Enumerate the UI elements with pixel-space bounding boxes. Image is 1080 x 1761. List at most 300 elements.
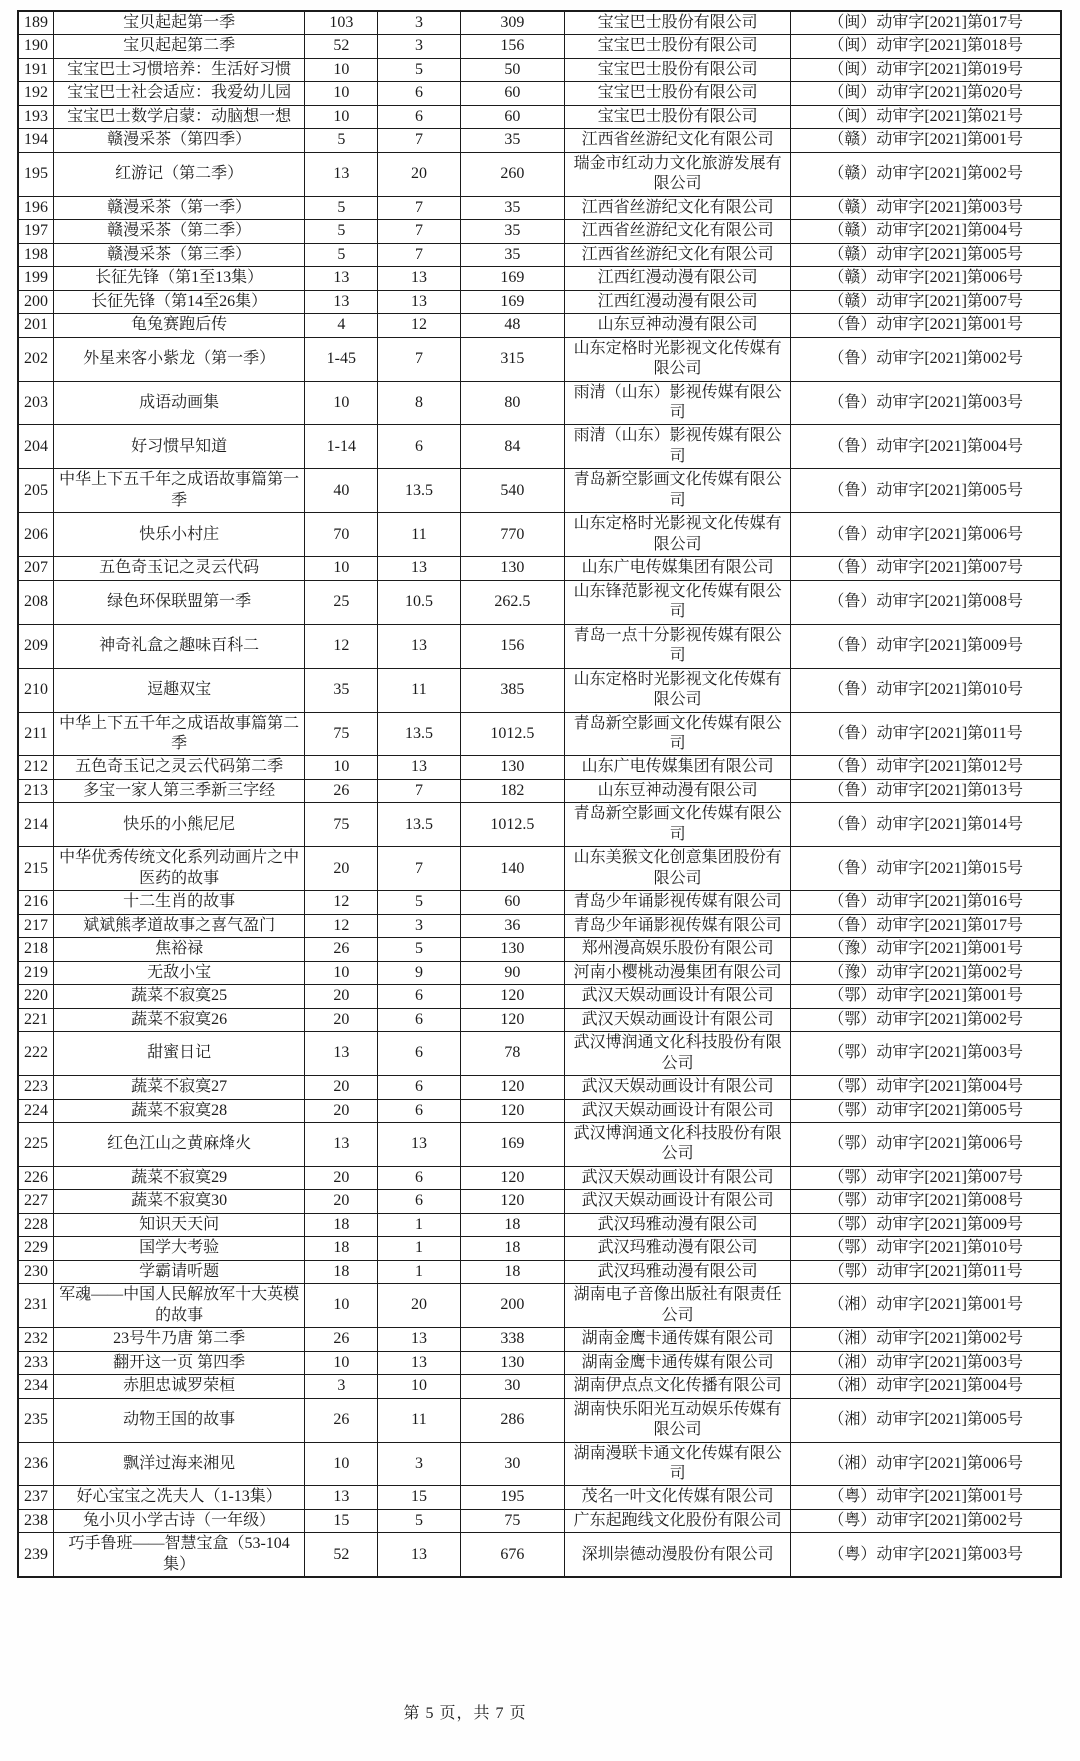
cell-producer: 郑州漫高娱乐股份有限公司 — [565, 938, 791, 961]
cell-episodes: 10 — [305, 756, 378, 779]
cell-producer: 青岛新空影画文化传媒有限公司 — [565, 469, 791, 513]
cell-title: 翻开这一页 第四季 — [53, 1351, 304, 1374]
cell-license-number: （鄂）动审字[2021]第007号 — [791, 1166, 1061, 1189]
cell-producer: 湖南金鹰卡通传媒有限公司 — [565, 1328, 791, 1351]
cell-serial: 230 — [18, 1260, 53, 1283]
cell-license-number: （湘）动审字[2021]第002号 — [791, 1328, 1061, 1351]
table-row — [18, 1099, 1061, 1122]
cell-license-number: （鲁）动审字[2021]第003号 — [791, 381, 1061, 425]
table-row — [18, 1237, 1061, 1260]
cell-producer: 武汉天娱动画设计有限公司 — [565, 1076, 791, 1099]
cell-total-minutes: 35 — [460, 129, 564, 152]
cell-serial: 193 — [18, 105, 53, 128]
cell-episodes: 1-45 — [305, 337, 378, 381]
cell-serial: 210 — [18, 668, 53, 712]
cell-license-number: （鲁）动审字[2021]第012号 — [791, 756, 1061, 779]
table-row — [18, 152, 1061, 196]
cell-serial: 226 — [18, 1166, 53, 1189]
cell-episodes: 20 — [305, 985, 378, 1008]
cell-license-number: （鲁）动审字[2021]第014号 — [791, 803, 1061, 847]
cell-episodes: 35 — [305, 668, 378, 712]
cell-total-minutes: 120 — [460, 1190, 564, 1213]
cell-total-minutes: 1012.5 — [460, 712, 564, 756]
cell-title: 蔬菜不寂寞28 — [53, 1099, 304, 1122]
cell-serial: 234 — [18, 1375, 53, 1398]
cell-minutes-per-episode: 11 — [378, 513, 460, 557]
cell-total-minutes: 80 — [460, 381, 564, 425]
cell-minutes-per-episode: 12 — [378, 314, 460, 337]
cell-license-number: （鲁）动审字[2021]第004号 — [791, 425, 1061, 469]
cell-total-minutes: 169 — [460, 267, 564, 290]
cell-episodes: 40 — [305, 469, 378, 513]
cell-serial: 194 — [18, 129, 53, 152]
cell-minutes-per-episode: 20 — [378, 1284, 460, 1328]
cell-serial: 225 — [18, 1122, 53, 1166]
cell-episodes: 13 — [305, 290, 378, 313]
cell-episodes: 15 — [305, 1509, 378, 1532]
cell-minutes-per-episode: 15 — [378, 1486, 460, 1509]
cell-total-minutes: 130 — [460, 756, 564, 779]
cell-serial: 189 — [18, 11, 53, 35]
cell-episodes: 5 — [305, 129, 378, 152]
cell-title: 23号牛乃唐 第二季 — [53, 1328, 304, 1351]
cell-title: 蔬菜不寂寞30 — [53, 1190, 304, 1213]
cell-title: 飘洋过海来湘见 — [53, 1442, 304, 1486]
cell-minutes-per-episode: 13 — [378, 290, 460, 313]
table-row — [18, 290, 1061, 313]
cell-license-number: （赣）动审字[2021]第006号 — [791, 267, 1061, 290]
table-row — [18, 712, 1061, 756]
cell-title: 龟兔赛跑后传 — [53, 314, 304, 337]
cell-total-minutes: 1012.5 — [460, 803, 564, 847]
cell-producer: 江西省丝游纪文化有限公司 — [565, 220, 791, 243]
cell-producer: 武汉玛雅动漫有限公司 — [565, 1237, 791, 1260]
cell-producer: 广东起跑线文化股份有限公司 — [565, 1509, 791, 1532]
cell-serial: 204 — [18, 425, 53, 469]
cell-episodes: 10 — [305, 381, 378, 425]
table-row — [18, 668, 1061, 712]
cell-serial: 221 — [18, 1008, 53, 1031]
cell-title: 神奇礼盒之趣味百科二 — [53, 624, 304, 668]
cell-producer: 武汉博润通文化科技股份有限公司 — [565, 1122, 791, 1166]
cell-producer: 山东广电传媒集团有限公司 — [565, 557, 791, 580]
cell-total-minutes: 90 — [460, 961, 564, 984]
cell-total-minutes: 338 — [460, 1328, 564, 1351]
cell-total-minutes: 286 — [460, 1398, 564, 1442]
cell-title: 甜蜜日记 — [53, 1032, 304, 1076]
cell-serial: 213 — [18, 779, 53, 802]
table-row — [18, 985, 1061, 1008]
table-row — [18, 1442, 1061, 1486]
cell-title: 好习惯早知道 — [53, 425, 304, 469]
cell-episodes: 20 — [305, 1076, 378, 1099]
table-row — [18, 82, 1061, 105]
cell-license-number: （粤）动审字[2021]第001号 — [791, 1486, 1061, 1509]
cell-producer: 青岛新空影画文化传媒有限公司 — [565, 803, 791, 847]
cell-minutes-per-episode: 13.5 — [378, 712, 460, 756]
cell-title: 长征先锋（第1至13集） — [53, 267, 304, 290]
cell-title: 动物王国的故事 — [53, 1398, 304, 1442]
cell-episodes: 10 — [305, 105, 378, 128]
cell-serial: 238 — [18, 1509, 53, 1532]
table-row — [18, 337, 1061, 381]
cell-title: 多宝一家人第三季新三字经 — [53, 779, 304, 802]
cell-license-number: （鲁）动审字[2021]第010号 — [791, 668, 1061, 712]
cell-license-number: （鲁）动审字[2021]第005号 — [791, 469, 1061, 513]
cell-episodes: 18 — [305, 1213, 378, 1236]
cell-total-minutes: 35 — [460, 220, 564, 243]
cell-total-minutes: 385 — [460, 668, 564, 712]
cell-episodes: 26 — [305, 779, 378, 802]
cell-license-number: （鄂）动审字[2021]第005号 — [791, 1099, 1061, 1122]
cell-serial: 200 — [18, 290, 53, 313]
cell-license-number: （鄂）动审字[2021]第004号 — [791, 1076, 1061, 1099]
cell-serial: 233 — [18, 1351, 53, 1374]
cell-episodes: 5 — [305, 196, 378, 219]
cell-total-minutes: 182 — [460, 779, 564, 802]
approval-table-body — [18, 11, 1061, 1577]
table-row — [18, 1166, 1061, 1189]
cell-total-minutes: 120 — [460, 1076, 564, 1099]
cell-serial: 215 — [18, 847, 53, 891]
table-row — [18, 243, 1061, 266]
cell-episodes: 26 — [305, 1398, 378, 1442]
cell-license-number: （赣）动审字[2021]第007号 — [791, 290, 1061, 313]
cell-license-number: （鲁）动审字[2021]第011号 — [791, 712, 1061, 756]
cell-title: 国学大考验 — [53, 1237, 304, 1260]
cell-minutes-per-episode: 13 — [378, 1122, 460, 1166]
cell-total-minutes: 48 — [460, 314, 564, 337]
cell-serial: 222 — [18, 1032, 53, 1076]
cell-minutes-per-episode: 13 — [378, 624, 460, 668]
cell-minutes-per-episode: 6 — [378, 1099, 460, 1122]
table-row — [18, 196, 1061, 219]
cell-producer: 河南小樱桃动漫集团有限公司 — [565, 961, 791, 984]
cell-minutes-per-episode: 3 — [378, 11, 460, 35]
cell-license-number: （闽）动审字[2021]第020号 — [791, 82, 1061, 105]
cell-episodes: 4 — [305, 314, 378, 337]
cell-total-minutes: 156 — [460, 624, 564, 668]
cell-total-minutes: 35 — [460, 243, 564, 266]
cell-total-minutes: 75 — [460, 1509, 564, 1532]
cell-license-number: （鄂）动审字[2021]第003号 — [791, 1032, 1061, 1076]
table-row — [18, 938, 1061, 961]
cell-license-number: （豫）动审字[2021]第001号 — [791, 938, 1061, 961]
cell-producer: 宝宝巴士股份有限公司 — [565, 58, 791, 81]
cell-episodes: 25 — [305, 580, 378, 624]
cell-minutes-per-episode: 6 — [378, 105, 460, 128]
cell-total-minutes: 18 — [460, 1260, 564, 1283]
table-row — [18, 1398, 1061, 1442]
cell-title: 巧手鲁班——智慧宝盒（53-104集） — [53, 1533, 304, 1577]
cell-serial: 206 — [18, 513, 53, 557]
table-row — [18, 1509, 1061, 1532]
cell-episodes: 75 — [305, 803, 378, 847]
cell-producer: 宝宝巴士股份有限公司 — [565, 82, 791, 105]
cell-title: 军魂——中国人民解放军十大英模的故事 — [53, 1284, 304, 1328]
cell-serial: 201 — [18, 314, 53, 337]
table-row — [18, 1008, 1061, 1031]
cell-total-minutes: 35 — [460, 196, 564, 219]
cell-total-minutes: 676 — [460, 1533, 564, 1577]
cell-minutes-per-episode: 13 — [378, 1533, 460, 1577]
cell-episodes: 13 — [305, 152, 378, 196]
cell-producer: 湖南金鹰卡通传媒有限公司 — [565, 1351, 791, 1374]
cell-license-number: （鄂）动审字[2021]第006号 — [791, 1122, 1061, 1166]
cell-title: 宝宝巴士社会适应：我爱幼儿园 — [53, 82, 304, 105]
cell-total-minutes: 309 — [460, 11, 564, 35]
cell-episodes: 12 — [305, 914, 378, 937]
cell-total-minutes: 156 — [460, 35, 564, 58]
cell-minutes-per-episode: 6 — [378, 1166, 460, 1189]
cell-total-minutes: 84 — [460, 425, 564, 469]
cell-license-number: （湘）动审字[2021]第005号 — [791, 1398, 1061, 1442]
cell-producer: 青岛少年诵影视传媒有限公司 — [565, 914, 791, 937]
table-row — [18, 914, 1061, 937]
cell-title: 好心宝宝之冼夫人（1-13集） — [53, 1486, 304, 1509]
cell-minutes-per-episode: 8 — [378, 381, 460, 425]
table-row — [18, 1486, 1061, 1509]
cell-license-number: （粤）动审字[2021]第003号 — [791, 1533, 1061, 1577]
cell-title: 绿色环保联盟第一季 — [53, 580, 304, 624]
cell-serial: 191 — [18, 58, 53, 81]
cell-serial: 236 — [18, 1442, 53, 1486]
cell-total-minutes: 262.5 — [460, 580, 564, 624]
cell-serial: 220 — [18, 985, 53, 1008]
cell-title: 无敌小宝 — [53, 961, 304, 984]
cell-total-minutes: 540 — [460, 469, 564, 513]
cell-serial: 211 — [18, 712, 53, 756]
cell-serial: 239 — [18, 1533, 53, 1577]
cell-episodes: 10 — [305, 1442, 378, 1486]
cell-license-number: （鲁）动审字[2021]第006号 — [791, 513, 1061, 557]
cell-title: 宝贝起起第二季 — [53, 35, 304, 58]
cell-producer: 湖南伊点点文化传播有限公司 — [565, 1375, 791, 1398]
cell-minutes-per-episode: 1 — [378, 1213, 460, 1236]
cell-minutes-per-episode: 7 — [378, 337, 460, 381]
cell-license-number: （鲁）动审字[2021]第001号 — [791, 314, 1061, 337]
cell-total-minutes: 120 — [460, 985, 564, 1008]
table-row — [18, 580, 1061, 624]
table-row — [18, 1032, 1061, 1076]
cell-producer: 青岛一点十分影视传媒有限公司 — [565, 624, 791, 668]
cell-title: 宝宝巴士习惯培养：生活好习惯 — [53, 58, 304, 81]
table-row — [18, 1213, 1061, 1236]
cell-serial: 229 — [18, 1237, 53, 1260]
table-row — [18, 1076, 1061, 1099]
cell-license-number: （鄂）动审字[2021]第008号 — [791, 1190, 1061, 1213]
table-row — [18, 469, 1061, 513]
cell-license-number: （鄂）动审字[2021]第010号 — [791, 1237, 1061, 1260]
table-row — [18, 1122, 1061, 1166]
cell-minutes-per-episode: 3 — [378, 35, 460, 58]
cell-license-number: （闽）动审字[2021]第018号 — [791, 35, 1061, 58]
cell-title: 赤胆忠诚罗荣桓 — [53, 1375, 304, 1398]
cell-producer: 茂名一叶文化传媒有限公司 — [565, 1486, 791, 1509]
table-row — [18, 803, 1061, 847]
cell-title: 赣漫采茶（第二季） — [53, 220, 304, 243]
table-row — [18, 847, 1061, 891]
cell-serial: 218 — [18, 938, 53, 961]
cell-title: 成语动画集 — [53, 381, 304, 425]
cell-minutes-per-episode: 6 — [378, 1008, 460, 1031]
cell-license-number: （湘）动审字[2021]第006号 — [791, 1442, 1061, 1486]
cell-minutes-per-episode: 5 — [378, 938, 460, 961]
cell-producer: 青岛少年诵影视传媒有限公司 — [565, 891, 791, 914]
cell-license-number: （鲁）动审字[2021]第015号 — [791, 847, 1061, 891]
cell-license-number: （湘）动审字[2021]第001号 — [791, 1284, 1061, 1328]
cell-total-minutes: 60 — [460, 891, 564, 914]
cell-total-minutes: 130 — [460, 557, 564, 580]
cell-minutes-per-episode: 11 — [378, 668, 460, 712]
cell-title: 蔬菜不寂寞29 — [53, 1166, 304, 1189]
cell-license-number: （粤）动审字[2021]第002号 — [791, 1509, 1061, 1532]
cell-total-minutes: 120 — [460, 1166, 564, 1189]
table-row — [18, 624, 1061, 668]
cell-license-number: （闽）动审字[2021]第017号 — [791, 11, 1061, 35]
table-row — [18, 891, 1061, 914]
cell-minutes-per-episode: 6 — [378, 425, 460, 469]
cell-episodes: 20 — [305, 1008, 378, 1031]
cell-license-number: （赣）动审字[2021]第004号 — [791, 220, 1061, 243]
cell-minutes-per-episode: 7 — [378, 220, 460, 243]
table-row — [18, 1375, 1061, 1398]
cell-license-number: （鲁）动审字[2021]第007号 — [791, 557, 1061, 580]
cell-episodes: 18 — [305, 1260, 378, 1283]
cell-total-minutes: 36 — [460, 914, 564, 937]
cell-title: 中华上下五千年之成语故事篇第二季 — [53, 712, 304, 756]
cell-episodes: 52 — [305, 35, 378, 58]
cell-minutes-per-episode: 7 — [378, 243, 460, 266]
cell-producer: 山东定格时光影视文化传媒有限公司 — [565, 337, 791, 381]
cell-episodes: 13 — [305, 1122, 378, 1166]
cell-producer: 雨清（山东）影视传媒有限公司 — [565, 381, 791, 425]
cell-producer: 武汉玛雅动漫有限公司 — [565, 1260, 791, 1283]
cell-license-number: （赣）动审字[2021]第002号 — [791, 152, 1061, 196]
cell-title: 快乐的小熊尼尼 — [53, 803, 304, 847]
cell-title: 红色江山之黄麻烽火 — [53, 1122, 304, 1166]
cell-license-number: （赣）动审字[2021]第005号 — [791, 243, 1061, 266]
cell-minutes-per-episode: 11 — [378, 1398, 460, 1442]
cell-license-number: （闽）动审字[2021]第019号 — [791, 58, 1061, 81]
table-row — [18, 381, 1061, 425]
table-row — [18, 756, 1061, 779]
page-footer: 第 5 页，共 7 页 — [403, 1705, 527, 1722]
cell-producer: 宝宝巴士股份有限公司 — [565, 105, 791, 128]
cell-title: 外星来客小紫龙（第一季） — [53, 337, 304, 381]
cell-producer: 山东豆神动漫有限公司 — [565, 314, 791, 337]
cell-producer: 山东广电传媒集团有限公司 — [565, 756, 791, 779]
table-row — [18, 105, 1061, 128]
cell-producer: 山东定格时光影视文化传媒有限公司 — [565, 513, 791, 557]
cell-episodes: 10 — [305, 58, 378, 81]
table-row — [18, 35, 1061, 58]
cell-minutes-per-episode: 7 — [378, 847, 460, 891]
cell-serial: 203 — [18, 381, 53, 425]
cell-producer: 山东美猴文化创意集团股份有限公司 — [565, 847, 791, 891]
cell-title: 蔬菜不寂寞26 — [53, 1008, 304, 1031]
table-row — [18, 779, 1061, 802]
cell-title: 宝贝起起第一季 — [53, 11, 304, 35]
cell-license-number: （鲁）动审字[2021]第008号 — [791, 580, 1061, 624]
cell-episodes: 13 — [305, 1032, 378, 1076]
cell-episodes: 5 — [305, 243, 378, 266]
cell-producer: 武汉博润通文化科技股份有限公司 — [565, 1032, 791, 1076]
cell-episodes: 12 — [305, 624, 378, 668]
cell-producer: 武汉天娱动画设计有限公司 — [565, 985, 791, 1008]
cell-license-number: （赣）动审字[2021]第001号 — [791, 129, 1061, 152]
cell-episodes: 10 — [305, 1284, 378, 1328]
cell-license-number: （鄂）动审字[2021]第009号 — [791, 1213, 1061, 1236]
cell-total-minutes: 195 — [460, 1486, 564, 1509]
table-row — [18, 220, 1061, 243]
cell-total-minutes: 130 — [460, 1351, 564, 1374]
cell-minutes-per-episode: 1 — [378, 1260, 460, 1283]
cell-serial: 214 — [18, 803, 53, 847]
cell-minutes-per-episode: 3 — [378, 1442, 460, 1486]
cell-serial: 192 — [18, 82, 53, 105]
cell-episodes: 52 — [305, 1533, 378, 1577]
cell-title: 五色奇玉记之灵云代码第二季 — [53, 756, 304, 779]
cell-minutes-per-episode: 7 — [378, 779, 460, 802]
table-row — [18, 58, 1061, 81]
cell-title: 焦裕禄 — [53, 938, 304, 961]
cell-episodes: 75 — [305, 712, 378, 756]
cell-title: 赣漫采茶（第四季） — [53, 129, 304, 152]
cell-total-minutes: 50 — [460, 58, 564, 81]
table-row — [18, 1190, 1061, 1213]
cell-total-minutes: 140 — [460, 847, 564, 891]
cell-serial: 232 — [18, 1328, 53, 1351]
cell-episodes: 13 — [305, 267, 378, 290]
table-row — [18, 425, 1061, 469]
cell-producer: 江西省丝游纪文化有限公司 — [565, 196, 791, 219]
cell-producer: 武汉天娱动画设计有限公司 — [565, 1166, 791, 1189]
cell-serial: 217 — [18, 914, 53, 937]
cell-producer: 武汉玛雅动漫有限公司 — [565, 1213, 791, 1236]
cell-serial: 219 — [18, 961, 53, 984]
cell-producer: 山东锋范影视文化传媒有限公司 — [565, 580, 791, 624]
cell-minutes-per-episode: 13 — [378, 1328, 460, 1351]
cell-episodes: 20 — [305, 1099, 378, 1122]
cell-total-minutes: 78 — [460, 1032, 564, 1076]
cell-license-number: （鲁）动审字[2021]第002号 — [791, 337, 1061, 381]
cell-episodes: 20 — [305, 1166, 378, 1189]
cell-title: 十二生肖的故事 — [53, 891, 304, 914]
table-row — [18, 513, 1061, 557]
cell-title: 中华上下五千年之成语故事篇第一季 — [53, 469, 304, 513]
cell-serial: 231 — [18, 1284, 53, 1328]
cell-minutes-per-episode: 7 — [378, 196, 460, 219]
cell-title: 中华优秀传统文化系列动画片之中医药的故事 — [53, 847, 304, 891]
cell-producer: 深圳崇德动漫股份有限公司 — [565, 1533, 791, 1577]
table-row — [18, 1533, 1061, 1577]
cell-total-minutes: 60 — [460, 105, 564, 128]
cell-title: 斌斌熊孝道故事之喜气盈门 — [53, 914, 304, 937]
cell-minutes-per-episode: 13 — [378, 756, 460, 779]
cell-serial: 205 — [18, 469, 53, 513]
cell-serial: 199 — [18, 267, 53, 290]
cell-total-minutes: 260 — [460, 152, 564, 196]
cell-total-minutes: 120 — [460, 1099, 564, 1122]
table-row — [18, 557, 1061, 580]
cell-serial: 212 — [18, 756, 53, 779]
cell-total-minutes: 200 — [460, 1284, 564, 1328]
cell-minutes-per-episode: 3 — [378, 914, 460, 937]
cell-serial: 224 — [18, 1099, 53, 1122]
table-row — [18, 11, 1061, 35]
table-row — [18, 1284, 1061, 1328]
